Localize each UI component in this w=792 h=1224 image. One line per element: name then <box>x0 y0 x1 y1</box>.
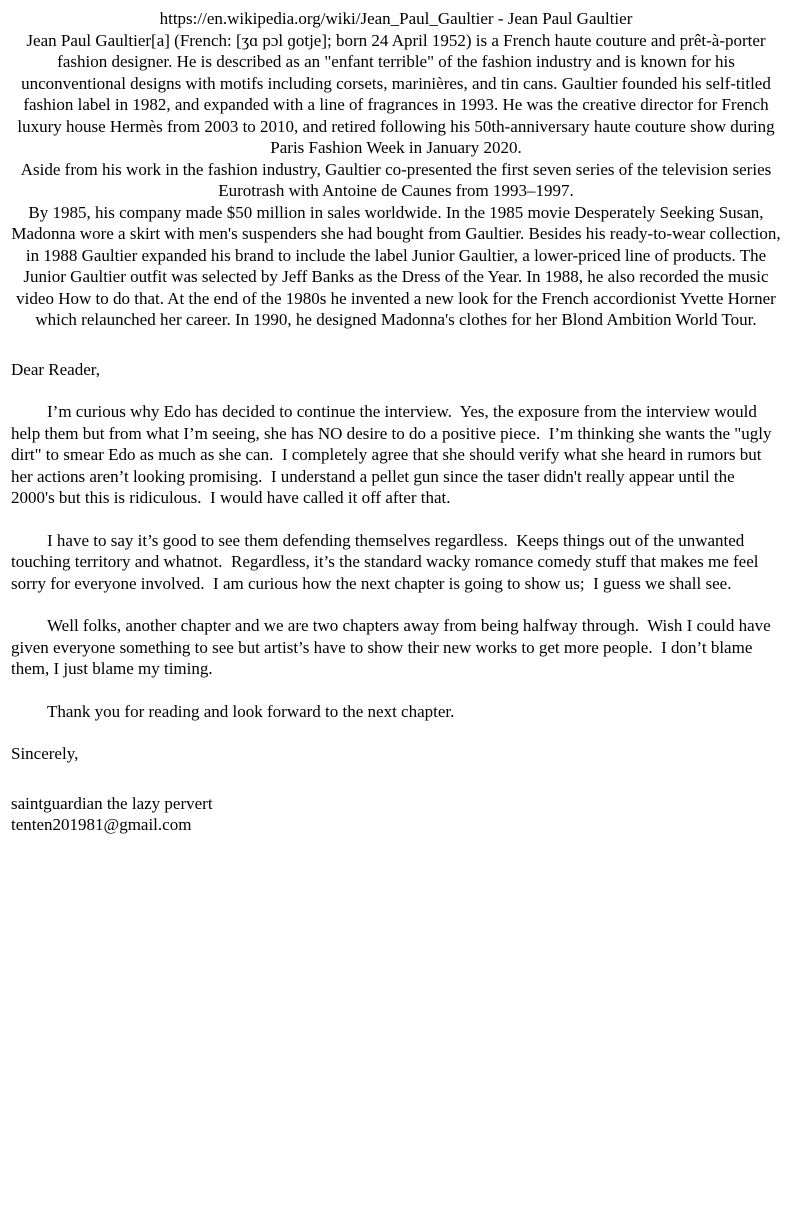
letter-closing: Sincerely, <box>11 744 79 763</box>
signature-email: tenten201981@gmail.com <box>11 815 192 834</box>
letter-paragraph: I’m curious why Edo has decided to continue the interview. Yes, the exposure from the interview would help them but from what I’m seeing, she has NO desire to do a positive piece. I’m thinking she wants the "ugly dirt" to smear Edo as much as she can. I completely agree that she should verify what she heard in rumors but her actions aren’t looking promising. I understand a pellet gun since the taser didn't really appear until the 2000's but this is ridiculous. I would have called it off after that. <box>11 402 776 507</box>
letter-paragraph: Well folks, another chapter and we are two chapters away from being halfway through. Wish I could have given everyone something to see but artist’s have to show their new works to get more people. I don’t blame them, I just blame my timing. <box>11 616 775 678</box>
wiki-url-line: https://en.wikipedia.org/wiki/Jean_Paul_Gaultier - Jean Paul Gaultier <box>159 9 633 28</box>
wiki-paragraph: Aside from his work in the fashion industry, Gaultier co-presented the first seven series of the television series Eurotrash with Antoine de Caunes from 1993–1997. <box>20 159 772 200</box>
wiki-paragraph: Jean Paul Gaultier[a] (French: [ʒɑ pɔl ɡotje]; born 24 April 1952) is a French haute couture and prêt-à-porter fashion designer. He is described as an "enfant terrible" of the fashion industry and is known for his unconventional designs with motifs including corsets, marinières, and tin cans. Gaultier founded his self-titled fashion label in 1982, and expanded with a line of fragrances in 1993. He was the creative director for French luxury house Hermès from 2003 to 2010, and retired following his 50th-anniversary haute couture show during Paris Fashion Week in January 2020. <box>17 30 775 157</box>
letter-paragraph: I have to say it’s good to see them defending themselves regardless. Keeps things out of the unwanted touching territory and whatnot. Regardless, it’s the standard wacky romance comedy stuff that makes me feel sorry for everyone involved. I am curious how the next chapter is going to show us; I guess we shall see. <box>11 530 763 593</box>
wiki-excerpt <box>11 30 781 331</box>
letter-paragraph: Thank you for reading and look forward to the next chapter. <box>47 701 455 721</box>
wiki-paragraph: By 1985, his company made $50 million in sales worldwide. In the 1985 movie Desperately Seeking Susan, Madonna wore a skirt with men's suspenders she had bought from Gaultier. Besides his ready-to-wear collection, in 1988 Gaultier expanded his brand to include the label Junior Gaultier, a lower-priced line of products. The Junior Gaultier outfit was selected by Jeff Banks as the Dress of the Year. In 1988, he also recorded the music video How to do that. At the end of the 1980s he invented a new look for the French accordionist Yvette Horner which relaunched her career. In 1990, he designed Madonna's clothes for her Blond Ambition World Tour. <box>11 202 781 329</box>
author-letter <box>11 359 781 836</box>
signature-block <box>11 793 781 836</box>
signature-name: saintguardian the lazy pervert <box>11 793 213 813</box>
letter-salutation: Dear Reader, <box>11 359 100 379</box>
